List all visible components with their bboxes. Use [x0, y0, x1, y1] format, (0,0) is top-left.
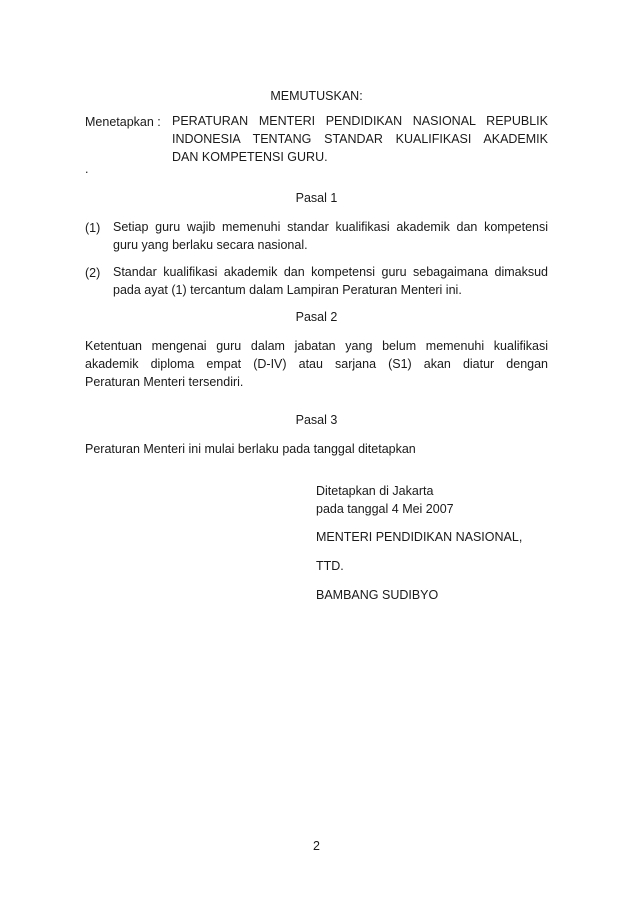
signature-ttd: TTD. — [316, 559, 344, 573]
page-number: 2 — [313, 839, 320, 853]
pasal-2-line: Ketentuan mengenai guru dalam jabatan yang belum memenuhi kualifikasi — [85, 339, 548, 353]
pasal-2-text — [85, 337, 548, 391]
pasal-1-title: Pasal 1 — [295, 191, 338, 205]
signature-place: Ditetapkan di Jakarta — [316, 484, 434, 498]
decision-heading: MEMUTUSKAN: — [270, 89, 363, 103]
item-line: pada ayat (1) tercantum dalam Lampiran Peraturan Menteri ini. — [113, 283, 462, 297]
signature-office: MENTERI PENDIDIKAN NASIONAL, — [316, 530, 523, 544]
item-line: Standar kualifikasi akademik dan kompetensi guru sebagaimana dimaksud — [113, 265, 548, 279]
menetapkan-text — [172, 112, 548, 166]
pasal-3-title: Pasal 3 — [295, 413, 338, 427]
menetapkan-line: PERATURAN MENTERI PENDIDIKAN NASIONAL REPUBLIK — [172, 114, 548, 128]
signature-name: BAMBANG SUDIBYO — [316, 588, 439, 602]
pasal-1-item-2 — [113, 263, 548, 299]
pasal-3-text: Peraturan Menteri ini mulai berlaku pada tanggal ditetapkan — [85, 442, 416, 456]
item-line: guru yang berlaku secara nasional. — [113, 238, 308, 252]
pasal-2-line: Peraturan Menteri tersendiri. — [85, 375, 244, 389]
menetapkan-label: Menetapkan : — [85, 115, 161, 129]
item-line: Setiap guru wajib memenuhi standar kualifikasi akademik dan kompetensi — [113, 220, 548, 234]
signature-date: pada tanggal 4 Mei 2007 — [316, 502, 454, 516]
item-number: (2) — [85, 266, 101, 280]
menetapkan-line: DAN KOMPETENSI GURU. — [172, 150, 328, 164]
pasal-1-item-1 — [113, 218, 548, 254]
menetapkan-line: INDONESIA TENTANG STANDAR KUALIFIKASI AKADEMIK — [172, 132, 548, 146]
pasal-2-title: Pasal 2 — [295, 310, 338, 324]
pasal-2-line: akademik diploma empat (D-IV) atau sarjana (S1) akan diatur dengan — [85, 357, 548, 371]
item-number: (1) — [85, 221, 101, 235]
stray-mark: . — [85, 162, 89, 176]
